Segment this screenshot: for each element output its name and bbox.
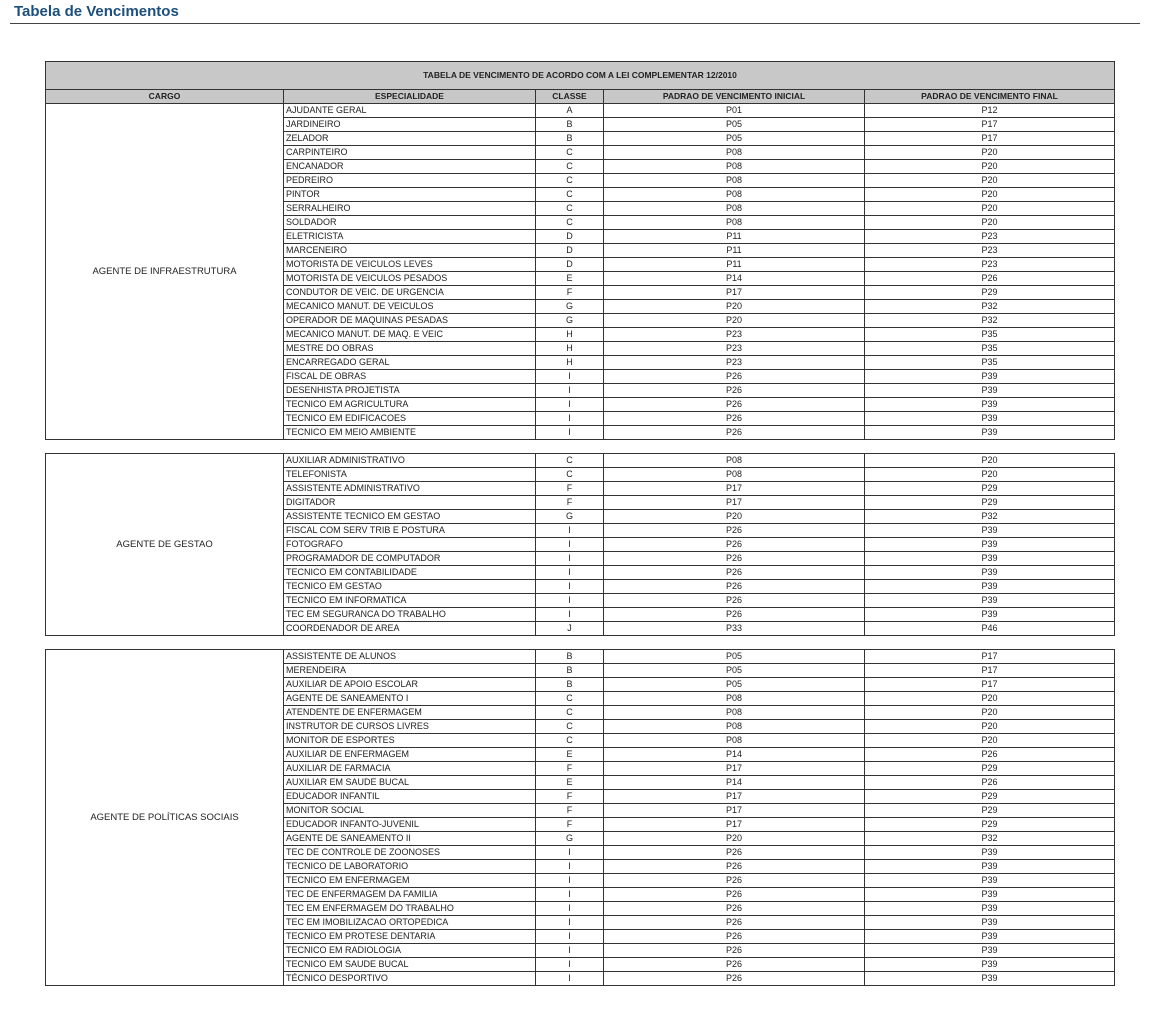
padrao-inicial-cell: P08 xyxy=(604,202,865,216)
especialidade-cell: ELETRICISTA xyxy=(284,230,536,244)
padrao-inicial-cell: P26 xyxy=(604,608,865,622)
classe-cell: I xyxy=(536,902,604,916)
padrao-final-cell: P29 xyxy=(865,286,1115,300)
salary-table-container xyxy=(45,61,1114,986)
padrao-inicial-cell: P08 xyxy=(604,216,865,230)
especialidade-cell: JARDINEIRO xyxy=(284,118,536,132)
classe-cell: C xyxy=(536,454,604,468)
padrao-final-cell: P20 xyxy=(865,160,1115,174)
padrao-final-cell: P39 xyxy=(865,580,1115,594)
padrao-final-cell: P29 xyxy=(865,496,1115,510)
padrao-final-cell: P39 xyxy=(865,538,1115,552)
padrao-final-cell: P39 xyxy=(865,608,1115,622)
especialidade-cell: TEC DE CONTROLE DE ZOONOSES xyxy=(284,846,536,860)
classe-cell: C xyxy=(536,468,604,482)
especialidade-cell: AUXILIAR DE APOIO ESCOLAR xyxy=(284,678,536,692)
classe-cell: I xyxy=(536,888,604,902)
classe-cell: I xyxy=(536,412,604,426)
especialidade-cell: COORDENADOR DE AREA xyxy=(284,622,536,636)
especialidade-cell: MONITOR SOCIAL xyxy=(284,804,536,818)
classe-cell: I xyxy=(536,860,604,874)
header-especialidade: ESPECIALIDADE xyxy=(284,90,536,104)
padrao-inicial-cell: P11 xyxy=(604,244,865,258)
salary-table xyxy=(45,61,1115,986)
classe-cell: J xyxy=(536,622,604,636)
classe-cell: I xyxy=(536,944,604,958)
especialidade-cell: AUXILIAR DE FARMACIA xyxy=(284,762,536,776)
padrao-final-cell: P39 xyxy=(865,972,1115,986)
especialidade-cell: TÉCNICO DESPORTIVO xyxy=(284,972,536,986)
classe-cell: I xyxy=(536,874,604,888)
classe-cell: I xyxy=(536,846,604,860)
especialidade-cell: TEC EM SEGURANCA DO TRABALHO xyxy=(284,608,536,622)
padrao-inicial-cell: P05 xyxy=(604,678,865,692)
especialidade-cell: TECNICO EM INFORMATICA xyxy=(284,594,536,608)
padrao-final-cell: P20 xyxy=(865,174,1115,188)
classe-cell: F xyxy=(536,790,604,804)
padrao-inicial-cell: P14 xyxy=(604,748,865,762)
especialidade-cell: TECNICO EM GESTAO xyxy=(284,580,536,594)
especialidade-cell: CARPINTEIRO xyxy=(284,146,536,160)
padrao-final-cell: P39 xyxy=(865,860,1115,874)
padrao-final-cell: P29 xyxy=(865,762,1115,776)
especialidade-cell: TECNICO EM PROTESE DENTARIA xyxy=(284,930,536,944)
padrao-inicial-cell: P05 xyxy=(604,650,865,664)
especialidade-cell: SOLDADOR xyxy=(284,216,536,230)
padrao-final-cell: P39 xyxy=(865,930,1115,944)
classe-cell: F xyxy=(536,482,604,496)
classe-cell: E xyxy=(536,272,604,286)
padrao-final-cell: P29 xyxy=(865,790,1115,804)
classe-cell: G xyxy=(536,510,604,524)
padrao-inicial-cell: P08 xyxy=(604,188,865,202)
especialidade-cell: AUXILIAR DE ENFERMAGEM xyxy=(284,748,536,762)
padrao-inicial-cell: P26 xyxy=(604,412,865,426)
padrao-inicial-cell: P26 xyxy=(604,874,865,888)
padrao-inicial-cell: P26 xyxy=(604,972,865,986)
padrao-inicial-cell: P01 xyxy=(604,104,865,118)
padrao-final-cell: P46 xyxy=(865,622,1115,636)
classe-cell: I xyxy=(536,594,604,608)
padrao-inicial-cell: P26 xyxy=(604,846,865,860)
especialidade-cell: AUXILIAR EM SAUDE BUCAL xyxy=(284,776,536,790)
especialidade-cell: TECNICO EM CONTABILIDADE xyxy=(284,566,536,580)
classe-cell: E xyxy=(536,748,604,762)
especialidade-cell: ASSISTENTE DE ALUNOS xyxy=(284,650,536,664)
padrao-final-cell: P39 xyxy=(865,370,1115,384)
especialidade-cell: ASSISTENTE ADMINISTRATIVO xyxy=(284,482,536,496)
classe-cell: C xyxy=(536,160,604,174)
especialidade-cell: ASSISTENTE TECNICO EM GESTAO xyxy=(284,510,536,524)
padrao-inicial-cell: P23 xyxy=(604,356,865,370)
spacer-cell xyxy=(46,636,1115,650)
padrao-final-cell: P32 xyxy=(865,832,1115,846)
classe-cell: B xyxy=(536,132,604,146)
especialidade-cell: SERRALHEIRO xyxy=(284,202,536,216)
page-title: Tabela de Vencimentos xyxy=(14,3,179,20)
padrao-final-cell: P17 xyxy=(865,678,1115,692)
padrao-inicial-cell: P20 xyxy=(604,300,865,314)
padrao-inicial-cell: P17 xyxy=(604,818,865,832)
padrao-final-cell: P39 xyxy=(865,384,1115,398)
especialidade-cell: FISCAL COM SERV TRIB E POSTURA xyxy=(284,524,536,538)
padrao-final-cell: P20 xyxy=(865,720,1115,734)
padrao-inicial-cell: P08 xyxy=(604,160,865,174)
padrao-final-cell: P39 xyxy=(865,566,1115,580)
header-padrao-inicial: PADRAO DE VENCIMENTO INICIAL xyxy=(604,90,865,104)
header-classe: CLASSE xyxy=(536,90,604,104)
table-body xyxy=(46,104,1115,986)
padrao-inicial-cell: P17 xyxy=(604,496,865,510)
padrao-inicial-cell: P26 xyxy=(604,902,865,916)
padrao-inicial-cell: P20 xyxy=(604,510,865,524)
cargo-cell: AGENTE DE POLÍTICAS SOCIAIS xyxy=(46,650,284,986)
padrao-final-cell: P29 xyxy=(865,482,1115,496)
padrao-inicial-cell: P23 xyxy=(604,342,865,356)
padrao-inicial-cell: P26 xyxy=(604,370,865,384)
classe-cell: F xyxy=(536,818,604,832)
padrao-final-cell: P23 xyxy=(865,244,1115,258)
padrao-inicial-cell: P26 xyxy=(604,398,865,412)
padrao-final-cell: P32 xyxy=(865,314,1115,328)
header-padrao-final: PADRAO DE VENCIMENTO FINAL xyxy=(865,90,1115,104)
classe-cell: G xyxy=(536,314,604,328)
padrao-inicial-cell: P26 xyxy=(604,580,865,594)
header-cargo: CARGO xyxy=(46,90,284,104)
especialidade-cell: MECANICO MANUT. DE MAQ. E VEIC xyxy=(284,328,536,342)
classe-cell: B xyxy=(536,118,604,132)
classe-cell: F xyxy=(536,762,604,776)
especialidade-cell: ENCARREGADO GERAL xyxy=(284,356,536,370)
padrao-inicial-cell: P05 xyxy=(604,132,865,146)
especialidade-cell: MOTORISTA DE VEICULOS PESADOS xyxy=(284,272,536,286)
padrao-final-cell: P39 xyxy=(865,916,1115,930)
classe-cell: D xyxy=(536,244,604,258)
especialidade-cell: PINTOR xyxy=(284,188,536,202)
padrao-final-cell: P20 xyxy=(865,146,1115,160)
especialidade-cell: MESTRE DO OBRAS xyxy=(284,342,536,356)
classe-cell: I xyxy=(536,426,604,440)
padrao-final-cell: P39 xyxy=(865,888,1115,902)
padrao-final-cell: P20 xyxy=(865,216,1115,230)
header-row xyxy=(46,90,1115,104)
padrao-inicial-cell: P33 xyxy=(604,622,865,636)
classe-cell: F xyxy=(536,804,604,818)
classe-cell: C xyxy=(536,734,604,748)
especialidade-cell: TEC EM ENFERMAGEM DO TRABALHO xyxy=(284,902,536,916)
especialidade-cell: MECANICO MANUT. DE VEICULOS xyxy=(284,300,536,314)
padrao-final-cell: P17 xyxy=(865,650,1115,664)
especialidade-cell: MONITOR DE ESPORTES xyxy=(284,734,536,748)
especialidade-cell: EDUCADOR INFANTIL xyxy=(284,790,536,804)
padrao-inicial-cell: P17 xyxy=(604,762,865,776)
padrao-final-cell: P39 xyxy=(865,902,1115,916)
classe-cell: D xyxy=(536,258,604,272)
especialidade-cell: AGENTE DE SANEAMENTO I xyxy=(284,692,536,706)
classe-cell: C xyxy=(536,146,604,160)
padrao-inicial-cell: P17 xyxy=(604,286,865,300)
especialidade-cell: AJUDANTE GERAL xyxy=(284,104,536,118)
classe-cell: I xyxy=(536,398,604,412)
padrao-final-cell: P12 xyxy=(865,104,1115,118)
padrao-final-cell: P20 xyxy=(865,468,1115,482)
padrao-inicial-cell: P20 xyxy=(604,314,865,328)
padrao-inicial-cell: P17 xyxy=(604,482,865,496)
classe-cell: I xyxy=(536,524,604,538)
padrao-inicial-cell: P14 xyxy=(604,272,865,286)
table-row xyxy=(46,650,1115,664)
padrao-final-cell: P39 xyxy=(865,398,1115,412)
padrao-inicial-cell: P08 xyxy=(604,734,865,748)
table-row xyxy=(46,454,1115,468)
especialidade-cell: MERENDEIRA xyxy=(284,664,536,678)
padrao-inicial-cell: P05 xyxy=(604,664,865,678)
classe-cell: I xyxy=(536,580,604,594)
classe-cell: G xyxy=(536,832,604,846)
group-spacer xyxy=(46,636,1115,650)
padrao-inicial-cell: P26 xyxy=(604,860,865,874)
padrao-final-cell: P35 xyxy=(865,342,1115,356)
especialidade-cell: ATENDENTE DE ENFERMAGEM xyxy=(284,706,536,720)
padrao-final-cell: P20 xyxy=(865,734,1115,748)
padrao-inicial-cell: P08 xyxy=(604,146,865,160)
padrao-inicial-cell: P23 xyxy=(604,328,865,342)
padrao-inicial-cell: P26 xyxy=(604,524,865,538)
classe-cell: C xyxy=(536,706,604,720)
especialidade-cell: TECNICO EM ENFERMAGEM xyxy=(284,874,536,888)
padrao-final-cell: P20 xyxy=(865,202,1115,216)
padrao-inicial-cell: P08 xyxy=(604,692,865,706)
especialidade-cell: TECNICO EM EDIFICACOES xyxy=(284,412,536,426)
padrao-final-cell: P35 xyxy=(865,356,1115,370)
classe-cell: D xyxy=(536,230,604,244)
padrao-final-cell: P39 xyxy=(865,412,1115,426)
padrao-inicial-cell: P26 xyxy=(604,538,865,552)
padrao-inicial-cell: P26 xyxy=(604,426,865,440)
table-caption: TABELA DE VENCIMENTO DE ACORDO COM A LEI COMPLEMENTAR 12/2010 xyxy=(46,62,1115,90)
spacer-cell xyxy=(46,440,1115,454)
classe-cell: C xyxy=(536,188,604,202)
padrao-inicial-cell: P26 xyxy=(604,384,865,398)
especialidade-cell: TECNICO EM AGRICULTURA xyxy=(284,398,536,412)
especialidade-cell: INSTRUTOR DE CURSOS LIVRES xyxy=(284,720,536,734)
padrao-final-cell: P39 xyxy=(865,958,1115,972)
especialidade-cell: PROGRAMADOR DE COMPUTADOR xyxy=(284,552,536,566)
padrao-inicial-cell: P26 xyxy=(604,958,865,972)
padrao-final-cell: P39 xyxy=(865,552,1115,566)
padrao-final-cell: P29 xyxy=(865,818,1115,832)
classe-cell: B xyxy=(536,678,604,692)
padrao-final-cell: P26 xyxy=(865,272,1115,286)
padrao-final-cell: P39 xyxy=(865,426,1115,440)
especialidade-cell: TEC EM IMOBILIZACAO ORTOPEDICA xyxy=(284,916,536,930)
especialidade-cell: DIGITADOR xyxy=(284,496,536,510)
especialidade-cell: TECNICO EM RADIOLOGIA xyxy=(284,944,536,958)
classe-cell: I xyxy=(536,538,604,552)
classe-cell: C xyxy=(536,202,604,216)
group-spacer xyxy=(46,440,1115,454)
padrao-inicial-cell: P26 xyxy=(604,552,865,566)
especialidade-cell: TEC DE ENFERMAGEM DA FAMILIA xyxy=(284,888,536,902)
padrao-inicial-cell: P05 xyxy=(604,118,865,132)
especialidade-cell: DESENHISTA PROJETISTA xyxy=(284,384,536,398)
classe-cell: B xyxy=(536,664,604,678)
especialidade-cell: CONDUTOR DE VEIC. DE URGENCIA xyxy=(284,286,536,300)
padrao-inicial-cell: P17 xyxy=(604,804,865,818)
especialidade-cell: AUXILIAR ADMINISTRATIVO xyxy=(284,454,536,468)
especialidade-cell: ZELADOR xyxy=(284,132,536,146)
classe-cell: I xyxy=(536,566,604,580)
especialidade-cell: EDUCADOR INFANTO-JUVENIL xyxy=(284,818,536,832)
classe-cell: C xyxy=(536,720,604,734)
especialidade-cell: FISCAL DE OBRAS xyxy=(284,370,536,384)
padrao-inicial-cell: P08 xyxy=(604,174,865,188)
padrao-final-cell: P26 xyxy=(865,776,1115,790)
padrao-inicial-cell: P11 xyxy=(604,230,865,244)
especialidade-cell: PEDREIRO xyxy=(284,174,536,188)
padrao-inicial-cell: P26 xyxy=(604,944,865,958)
padrao-final-cell: P39 xyxy=(865,846,1115,860)
padrao-final-cell: P20 xyxy=(865,706,1115,720)
especialidade-cell: FOTOGRAFO xyxy=(284,538,536,552)
especialidade-cell: ENCANADOR xyxy=(284,160,536,174)
padrao-inicial-cell: P08 xyxy=(604,720,865,734)
classe-cell: I xyxy=(536,916,604,930)
padrao-final-cell: P35 xyxy=(865,328,1115,342)
padrao-final-cell: P32 xyxy=(865,300,1115,314)
classe-cell: I xyxy=(536,370,604,384)
padrao-final-cell: P20 xyxy=(865,692,1115,706)
padrao-final-cell: P17 xyxy=(865,118,1115,132)
padrao-inicial-cell: P26 xyxy=(604,930,865,944)
especialidade-cell: TECNICO EM SAUDE BUCAL xyxy=(284,958,536,972)
padrao-final-cell: P26 xyxy=(865,748,1115,762)
especialidade-cell: OPERADOR DE MAQUINAS PESADAS xyxy=(284,314,536,328)
padrao-inicial-cell: P17 xyxy=(604,790,865,804)
padrao-final-cell: P39 xyxy=(865,944,1115,958)
padrao-inicial-cell: P26 xyxy=(604,594,865,608)
title-divider xyxy=(10,23,1140,24)
padrao-inicial-cell: P08 xyxy=(604,706,865,720)
classe-cell: F xyxy=(536,286,604,300)
padrao-final-cell: P23 xyxy=(865,258,1115,272)
classe-cell: H xyxy=(536,328,604,342)
classe-cell: H xyxy=(536,342,604,356)
classe-cell: A xyxy=(536,104,604,118)
classe-cell: I xyxy=(536,608,604,622)
classe-cell: I xyxy=(536,972,604,986)
padrao-final-cell: P20 xyxy=(865,454,1115,468)
classe-cell: I xyxy=(536,930,604,944)
padrao-final-cell: P39 xyxy=(865,874,1115,888)
padrao-final-cell: P20 xyxy=(865,188,1115,202)
padrao-final-cell: P32 xyxy=(865,510,1115,524)
especialidade-cell: TELEFONISTA xyxy=(284,468,536,482)
classe-cell: C xyxy=(536,174,604,188)
padrao-inicial-cell: P08 xyxy=(604,454,865,468)
padrao-inicial-cell: P20 xyxy=(604,832,865,846)
classe-cell: I xyxy=(536,384,604,398)
padrao-final-cell: P17 xyxy=(865,664,1115,678)
especialidade-cell: TECNICO EM MEIO AMBIENTE xyxy=(284,426,536,440)
padrao-inicial-cell: P26 xyxy=(604,916,865,930)
padrao-final-cell: P39 xyxy=(865,594,1115,608)
classe-cell: E xyxy=(536,776,604,790)
classe-cell: C xyxy=(536,216,604,230)
table-row xyxy=(46,104,1115,118)
padrao-inicial-cell: P08 xyxy=(604,468,865,482)
classe-cell: H xyxy=(536,356,604,370)
classe-cell: I xyxy=(536,552,604,566)
classe-cell: B xyxy=(536,650,604,664)
classe-cell: G xyxy=(536,300,604,314)
padrao-final-cell: P17 xyxy=(865,132,1115,146)
classe-cell: I xyxy=(536,958,604,972)
cargo-cell: AGENTE DE GESTAO xyxy=(46,454,284,636)
especialidade-cell: AGENTE DE SANEAMENTO II xyxy=(284,832,536,846)
padrao-inicial-cell: P26 xyxy=(604,888,865,902)
especialidade-cell: TECNICO DE LABORATORIO xyxy=(284,860,536,874)
classe-cell: F xyxy=(536,496,604,510)
especialidade-cell: MOTORISTA DE VEICULOS LEVES xyxy=(284,258,536,272)
padrao-final-cell: P23 xyxy=(865,230,1115,244)
cargo-cell: AGENTE DE INFRAESTRUTURA xyxy=(46,104,284,440)
padrao-inicial-cell: P14 xyxy=(604,776,865,790)
classe-cell: C xyxy=(536,692,604,706)
padrao-final-cell: P29 xyxy=(865,804,1115,818)
padrao-inicial-cell: P11 xyxy=(604,258,865,272)
padrao-final-cell: P39 xyxy=(865,524,1115,538)
padrao-inicial-cell: P26 xyxy=(604,566,865,580)
especialidade-cell: MARCENEIRO xyxy=(284,244,536,258)
